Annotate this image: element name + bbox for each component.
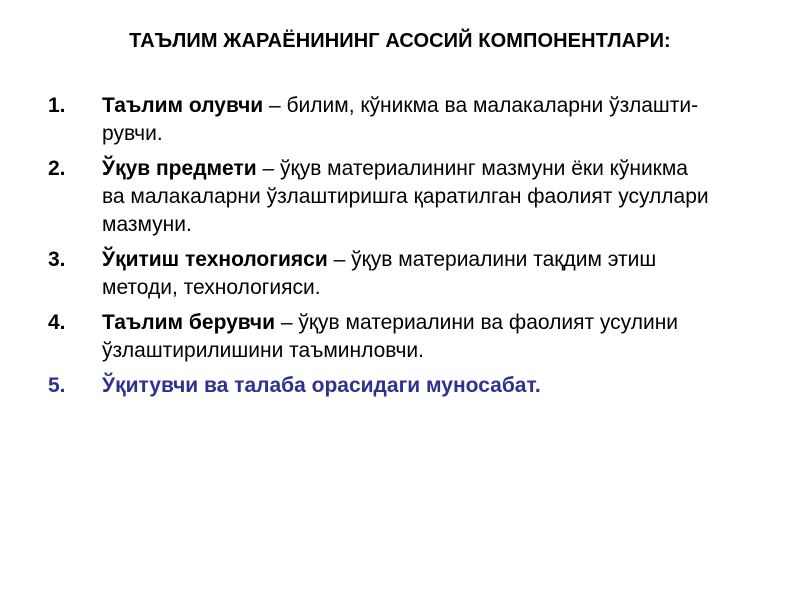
item-number: 4.: [48, 311, 66, 334]
components-list: [48, 92, 768, 407]
item-description-line2: ва малакаларни ўзлаштиришга қаратилган фаолият усуллари: [102, 185, 709, 208]
list-item: [48, 155, 768, 239]
page-title: ТАЪЛИМ ЖАРАЁНИНИНГ АСОСИЙ КОМПОНЕНТЛАРИ:: [129, 30, 671, 52]
item-term: Ўқитиш технологияси: [102, 248, 328, 271]
item-number: 5.: [48, 374, 66, 397]
list-item: [48, 246, 768, 302]
item-number: 2.: [48, 157, 66, 180]
item-description: – ўқув материалини тақдим этиш: [327, 248, 657, 271]
item-description: – билим, кўникма ва малакаларни ўзлашти-: [263, 94, 699, 117]
item-description-line2: методи, технологияси.: [102, 276, 321, 299]
list-item: [48, 92, 768, 148]
item-text: [102, 246, 768, 302]
item-description: – ўқув материалини ва фаолият усулини: [275, 311, 679, 334]
item-number: 1.: [48, 94, 66, 117]
item-text: [102, 155, 768, 239]
item-description-line2: ўзлаштирилишини таъминловчи.: [102, 339, 424, 362]
item-term: Ўқув предмети: [102, 157, 257, 180]
item-term: Таълим олувчи: [102, 94, 264, 117]
item-description-line2: рувчи.: [102, 122, 163, 145]
item-text: Ўқитувчи ва талаба орасидаги муносабат.: [102, 374, 541, 397]
list-item-highlighted: [48, 372, 768, 400]
item-description-line3: мазмуни.: [102, 213, 192, 236]
item-text: [102, 92, 768, 148]
item-term: Таълим берувчи: [102, 311, 276, 334]
list-item: [48, 309, 768, 365]
item-description: – ўқув материалининг мазмуни ёки кўникма: [256, 157, 688, 180]
item-text: [102, 309, 768, 365]
item-number: 3.: [48, 248, 66, 271]
